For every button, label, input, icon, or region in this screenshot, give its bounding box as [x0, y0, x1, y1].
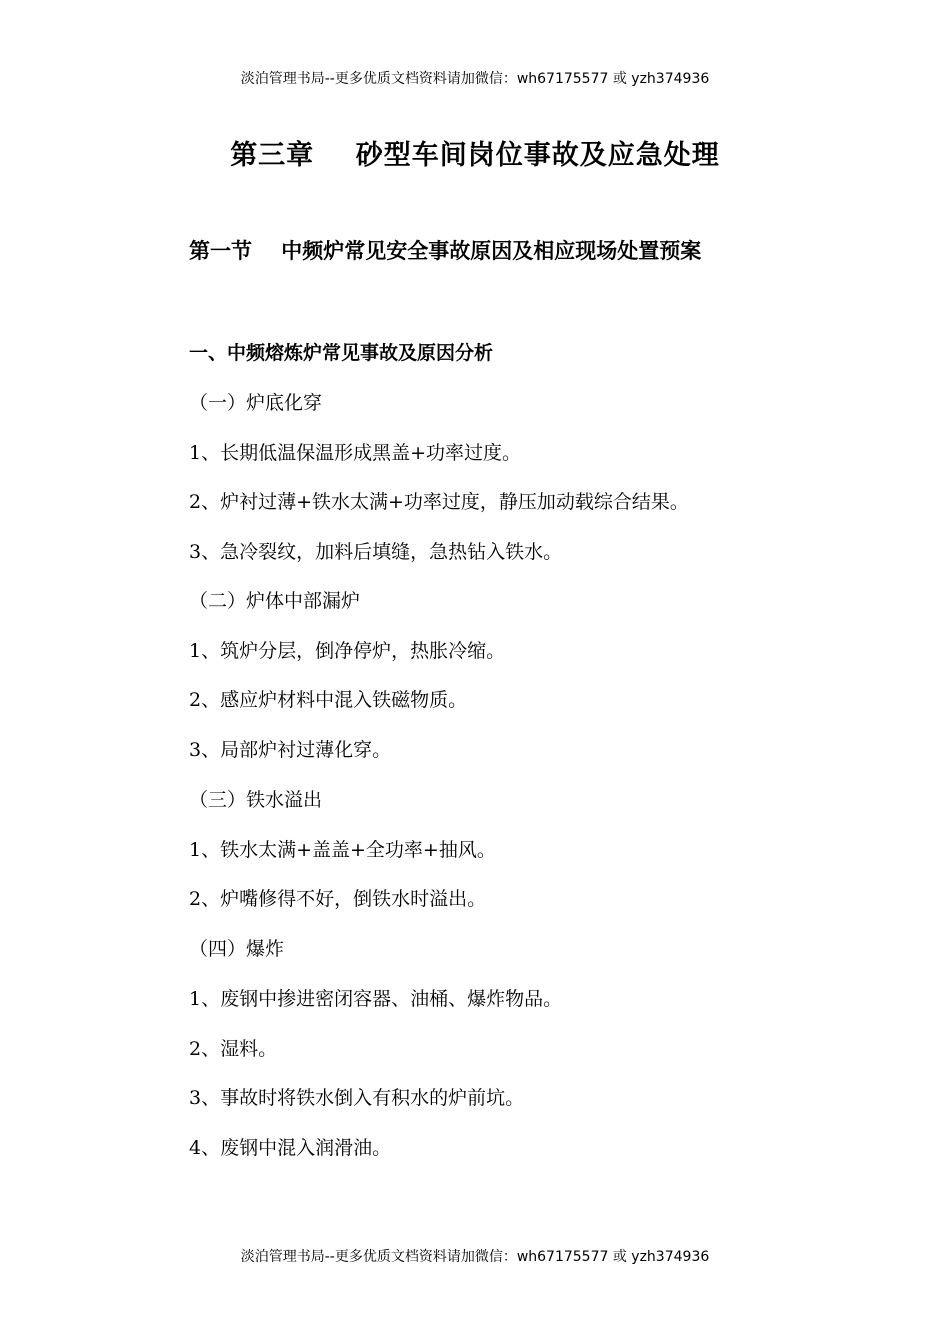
subheading-furnace-bottom: （一）炉底化穿 — [189, 392, 323, 414]
list-item: 3、事故时将铁水倒入有积水的炉前坑。 — [189, 1087, 525, 1109]
page-footer: 淡泊管理书局--更多优质文档资料请加微信：wh67175577 或 yzh374936 — [240, 1249, 710, 1265]
section-title: 第一节 中频炉常见安全事故原因及相应现场处置预案 — [189, 239, 702, 263]
list-item: 1、铁水太满+盖盖+全功率+抽风。 — [189, 839, 496, 861]
part-title: 一、中频熔炼炉常见事故及原因分析 — [189, 342, 494, 364]
subheading-iron-overflow: （三）铁水溢出 — [189, 789, 323, 811]
subheading-furnace-middle-leak: （二）炉体中部漏炉 — [189, 590, 361, 612]
list-item: 2、感应炉材料中混入铁磁物质。 — [189, 689, 468, 711]
list-item: 1、筑炉分层，倒净停炉，热胀冷缩。 — [189, 640, 506, 662]
list-item: 2、炉嘴修得不好，倒铁水时溢出。 — [189, 888, 487, 910]
chapter-title: 第三章 砂型车间岗位事故及应急处理 — [230, 140, 720, 171]
list-item: 2、湿料。 — [189, 1038, 278, 1060]
list-item: 3、局部炉衬过薄化穿。 — [189, 739, 392, 761]
list-item: 4、废钢中混入润滑油。 — [189, 1137, 392, 1159]
page-header: 淡泊管理书局--更多优质文档资料请加微信：wh67175577 或 yzh374936 — [240, 71, 710, 87]
list-item: 3、急冷裂纹，加料后填缝，急热钻入铁水。 — [189, 541, 563, 563]
subheading-explosion: （四）爆炸 — [189, 938, 285, 960]
list-item: 2、炉衬过薄+铁水太满+功率过度，静压加动载综合结果。 — [189, 491, 689, 513]
list-item: 1、长期低温保温形成黑盖+功率过度。 — [189, 442, 522, 464]
list-item: 1、废钢中掺进密闭容器、油桶、爆炸物品。 — [189, 988, 563, 1010]
